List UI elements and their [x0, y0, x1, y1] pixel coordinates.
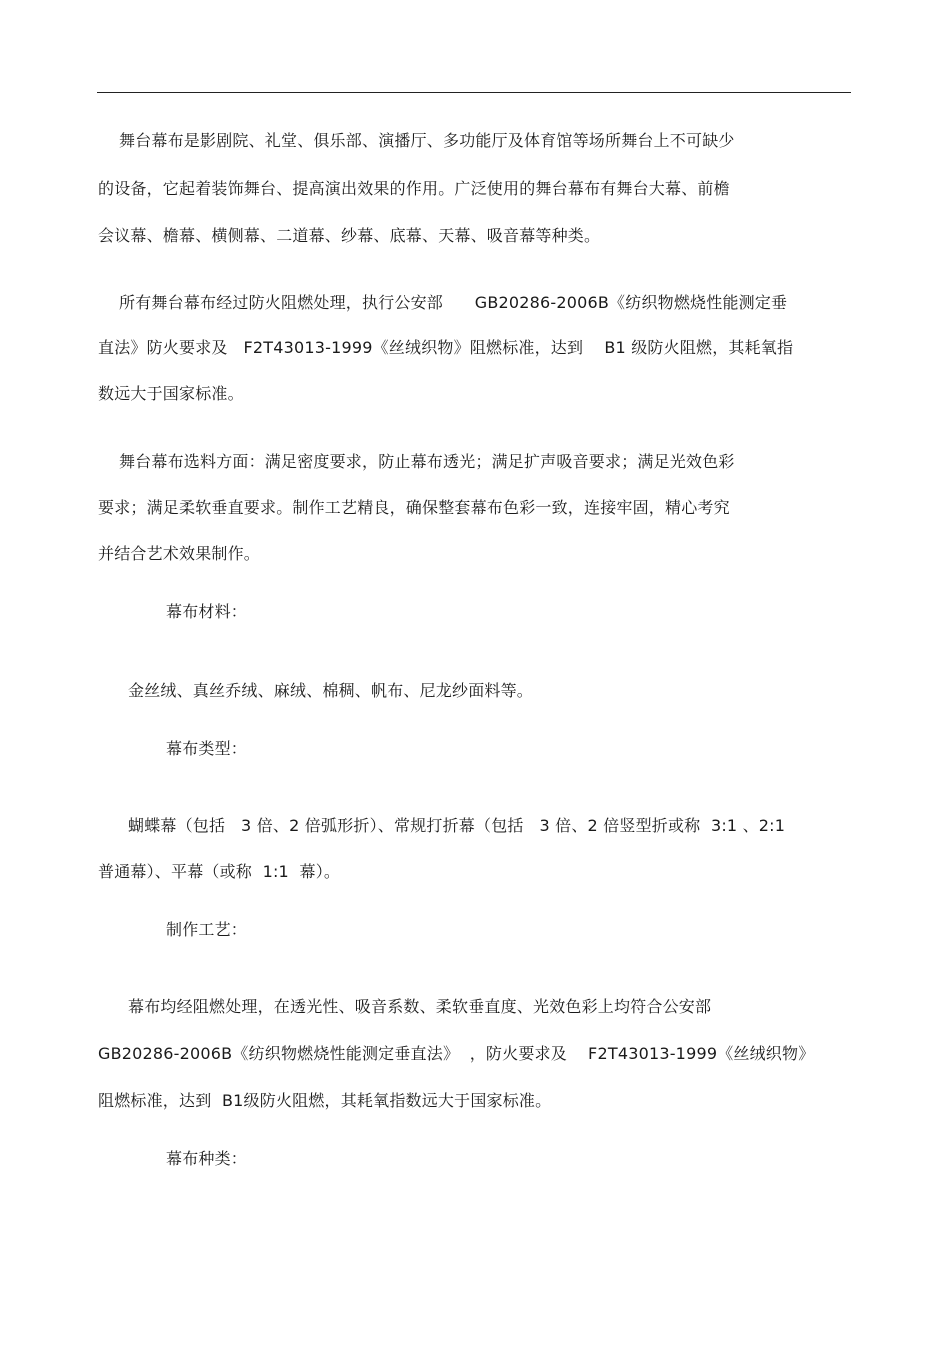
heading-types: 幕布类型：	[166, 739, 248, 758]
para3-line3: 并结合艺术效果制作。	[98, 544, 261, 563]
craft-line3: 阻燃标准，达到 B1级防火阻燃，其耗氧指数远大于国家标准。	[98, 1091, 552, 1110]
para2-line3: 数远大于国家标准。	[98, 384, 244, 403]
para2-line2: 直法》防火要求及 F2T43013-1999《丝绒织物》阻燃标准，达到 B1 级防火阻燃，其耗氧指	[98, 338, 794, 357]
craft-line1: 幕布均经阻燃处理，在透光性、吸音系数、柔软垂直度、光效色彩上均符合公安部	[128, 997, 712, 1016]
types-line2: 普通幕）、平幕（或称 1:1 幕）。	[98, 862, 341, 881]
heading-materials: 幕布材料：	[166, 602, 248, 621]
craft-line2: GB20286-2006B《纺织物燃烧性能测定垂直法》 ，防火要求及 F2T43013-1999《丝绒织物》	[98, 1044, 815, 1063]
heading-kinds: 幕布种类：	[166, 1149, 248, 1168]
types-line1: 蝴蝶幕（包括 3 倍、2 倍弧形折）、常规打折幕（包括 3 倍、2 倍竖型折或称 3:1 、2:1	[128, 816, 786, 835]
para1-line2: 的设备，它起着装饰舞台、提高演出效果的作用。广泛使用的舞台幕布有舞台大幕、前檐	[98, 179, 730, 198]
para1-line3: 会议幕、檐幕、横侧幕、二道幕、纱幕、底幕、天幕、吸音幕等种类。	[98, 226, 601, 245]
para1-line1: 舞台幕布是影剧院、礼堂、俱乐部、演播厅、多功能厅及体育馆等场所舞台上不可缺少	[119, 131, 735, 150]
heading-craft: 制作工艺：	[166, 920, 248, 939]
para3-line1: 舞台幕布选料方面：满足密度要求，防止幕布透光；满足扩声吸音要求；满足光效色彩	[119, 452, 735, 471]
para2-line1: 所有舞台幕布经过防火阻燃处理，执行公安部 GB20286-2006B《纺织物燃烧性能测定垂	[119, 293, 788, 312]
para3-line2: 要求；满足柔软垂直要求。制作工艺精良，确保整套幕布色彩一致，连接牢固，精心考究	[98, 498, 730, 517]
header-rule	[97, 92, 851, 93]
materials-text: 金丝绒、真丝乔绒、麻绒、棉稠、帆布、尼龙纱面料等。	[128, 681, 534, 700]
